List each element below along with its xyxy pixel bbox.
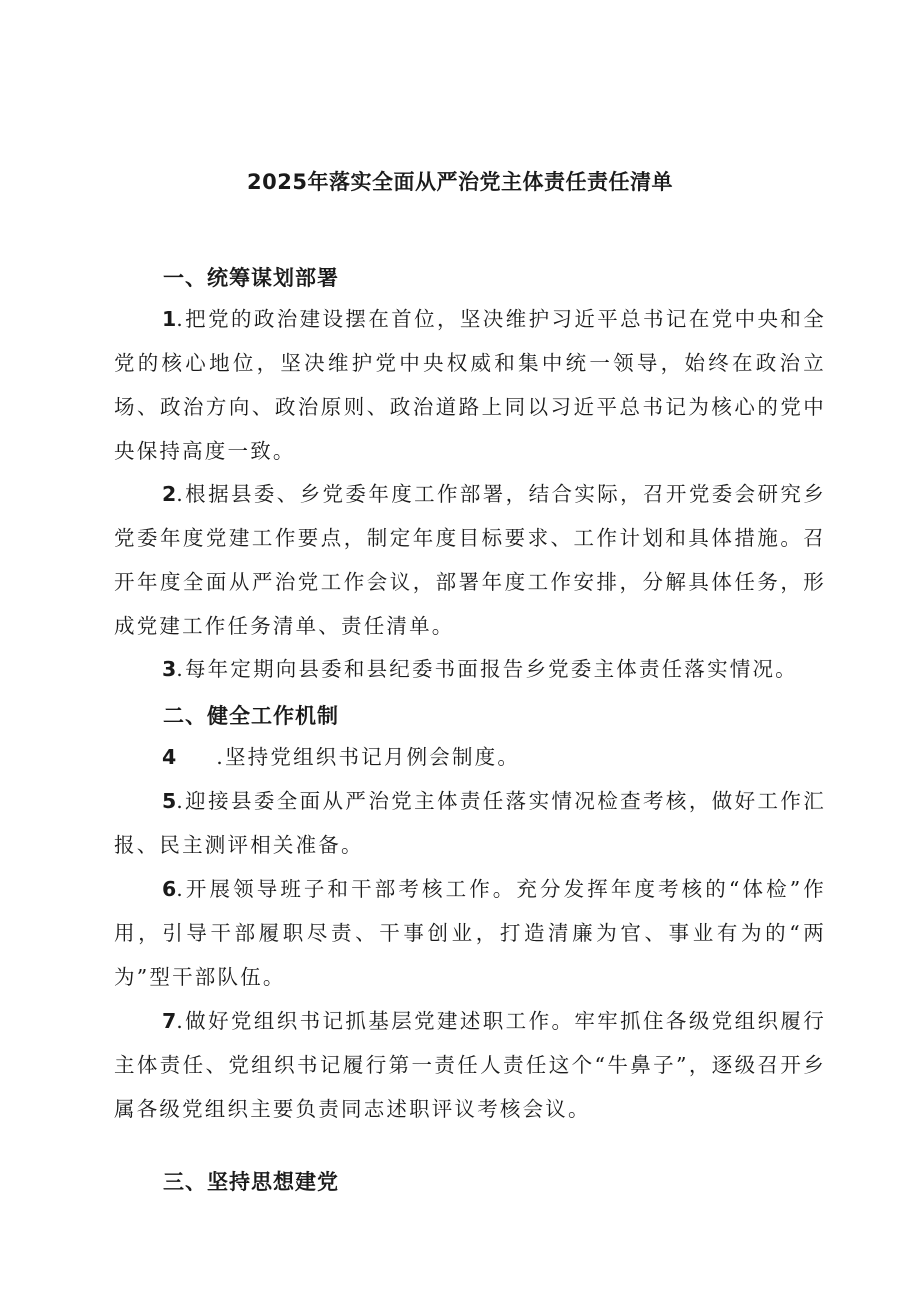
- item-text: .把党的政治建设摆在首位，坚决维护习近平总书记在党中央和全党的核心地位，坚决维护党中央权威和集中统一领导，始终在政治立场、政治方向、政治原则、政治道路上同以习近平总书记为核心的党中央保持高度一致。: [114, 307, 826, 463]
- section-heading-2: 二、健全工作机制: [163, 704, 339, 728]
- item-text: .迎接县委全面从严治党主体责任落实情况检查考核，做好工作汇报、民主测评相关准备。: [114, 789, 826, 857]
- item-number: 2: [162, 482, 177, 506]
- item-text: .开展领导班子和干部考核工作。充分发挥年度考核的“体检”作用，引导干部履职尽责、干事创业，打造清廉为官、事业有为的“两为”型干部队伍。: [114, 877, 826, 989]
- list-item: [114, 297, 826, 473]
- list-item: [114, 472, 826, 648]
- list-item: [114, 647, 826, 691]
- item-number: 1: [162, 307, 177, 331]
- item-text: .坚持党组织书记月例会制度。: [216, 745, 521, 769]
- item-number: 5: [162, 789, 177, 813]
- item-number: 6: [162, 877, 177, 901]
- item-text: .根据县委、乡党委年度工作部署，结合实际，召开党委会研究乡党委年度党建工作要点，制定年度目标要求、工作计划和具体措施。召开年度全面从严治党工作会议，部署年度工作安排，分解具体任务，形成党建工作任务清单、责任清单。: [114, 482, 826, 638]
- list-item: [114, 779, 826, 867]
- document-title: 2025年落实全面从严治党主体责任责任清单: [247, 170, 673, 194]
- section-heading-1: 一、统筹谋划部署: [163, 266, 339, 290]
- section-heading-3: 三、坚持思想建党: [163, 1170, 339, 1194]
- item-text: .做好党组织书记抓基层党建述职工作。牢牢抓住各级党组织履行主体责任、党组织书记履行第一责任人责任这个“牛鼻子”，逐级召开乡属各级党组织主要负责同志述职评议考核会议。: [114, 1009, 826, 1121]
- list-item: [114, 867, 826, 999]
- item-number: 4: [162, 745, 177, 769]
- list-item: [114, 735, 826, 779]
- item-number: 7: [162, 1009, 177, 1033]
- item-text: .每年定期向县委和县纪委书面报告乡党委主体责任落实情况。: [176, 657, 798, 681]
- list-item: [114, 999, 826, 1131]
- item-number: 3: [162, 657, 177, 681]
